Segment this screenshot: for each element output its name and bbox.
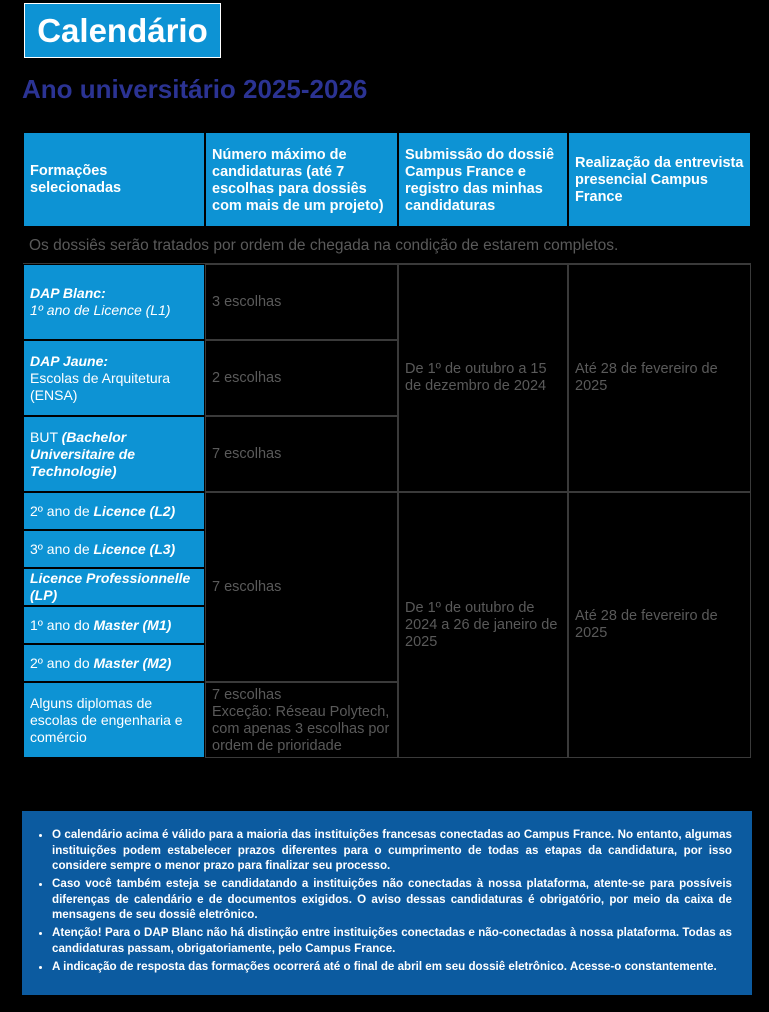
column-header-numero [205, 132, 398, 227]
row-title: DAP Jaune: [30, 352, 109, 369]
interview-group1: Até 28 de fevereiro de 2025 [568, 264, 751, 492]
row-prefix: 3º ano de [30, 540, 94, 557]
row-prefix: 2º ano do [30, 654, 94, 671]
choices-but: 7 escolhas [205, 416, 398, 492]
info-box [22, 811, 752, 995]
choices-main: 7 escolhas [212, 687, 282, 703]
row-title: Master (M2) [93, 654, 172, 671]
page-subtitle: Ano universitário 2025-2026 [22, 74, 368, 104]
row-prefix: BUT [30, 428, 62, 445]
row-prefix: 2º ano de [30, 502, 94, 519]
row-title: (Bachelor Universitaire de Technologie) [30, 428, 136, 479]
info-item: • O calendário acima é válido para a maioria das instituições francesas conectadas ao Campus France. No entanto, algumas instituições podem estabelecer prazos diferentes para o cumprimento de todas as etapas da candidatura, por isso considere sempre o menor prazo para finalizar seu processo. [52, 827, 732, 874]
row-detail: Escolas de Arquitetura (ENSA) [30, 369, 171, 403]
info-item: • Caso você também esteja se candidatando a instituições não conectadas à nossa plataforma, atente-se para possíveis diferenças de calendário e de documentos exigidos. O aviso dessas candidaturas é obrigatório, por meio da caixa de mensagens de seu dossiê eletrônico. [52, 876, 732, 923]
column-header-submissao [398, 132, 568, 227]
interview-group2: Até 28 de fevereiro de 2025 [568, 492, 751, 758]
row-l3 [23, 530, 205, 568]
row-m2 [23, 644, 205, 682]
info-item: • Atenção! Para o DAP Blanc não há distinção entre instituições conectadas e não-conectadas à nossa plataforma. Todas as candidaturas passam, obrigatoriamente, pelo Campus France. [52, 925, 732, 956]
table-note: Os dossiês serão tratados por ordem de chegada na condição de estarem completos. [23, 228, 751, 264]
page-title-box [24, 3, 221, 58]
row-title: Master (M1) [93, 616, 172, 633]
row-but [23, 416, 205, 492]
column-header-formacoes [23, 132, 205, 227]
row-lp [23, 568, 205, 606]
choices-engenharia [205, 682, 398, 758]
row-m1 [23, 606, 205, 644]
column-header-label: Submissão do dossiê Campus France e registro das minhas candidaturas [405, 147, 555, 214]
column-header-entrevista [568, 132, 751, 227]
choices-exception: Exceção: Réseau Polytech, com apenas 3 escolhas por ordem de prioridade [212, 704, 390, 754]
row-engenharia-comercio [23, 682, 205, 758]
row-l2 [23, 492, 205, 530]
choices-group2: 7 escolhas [205, 492, 398, 682]
column-header-label: Realização da entrevista presencial Campus France [575, 155, 744, 205]
choices-dap-blanc: 3 escolhas [205, 264, 398, 340]
submission-group1: De 1º de outubro a 15 de dezembro de 2024 [398, 264, 568, 492]
row-prefix: Alguns diplomas de escolas de engenharia e comércio [30, 694, 183, 745]
row-title: Licence (L3) [93, 540, 176, 557]
info-item: • A indicação de resposta das formações ocorrerá até o final de abril em seu dossiê eletrônico. Acesse-o constantemente. [52, 959, 732, 975]
row-title: Licence Professionnelle (LP) [30, 570, 191, 603]
submission-group2: De 1º de outubro de 2024 a 26 de janeiro de 2025 [398, 492, 568, 758]
row-title: Licence (L2) [93, 502, 176, 519]
column-header-label: Número máximo de candidaturas (até 7 escolhas para dossiês com mais de um projeto) [212, 147, 384, 214]
row-prefix: 1º ano do [30, 616, 94, 633]
row-dap-blanc [23, 264, 205, 340]
choices-dap-jaune: 2 escolhas [205, 340, 398, 416]
row-title: DAP Blanc: [30, 285, 106, 301]
row-dap-jaune [23, 340, 205, 416]
page-title: Calendário [37, 11, 208, 49]
column-header-label: Formações selecionadas [30, 162, 122, 196]
row-detail: 1º ano de Licence (L1) [30, 302, 171, 318]
